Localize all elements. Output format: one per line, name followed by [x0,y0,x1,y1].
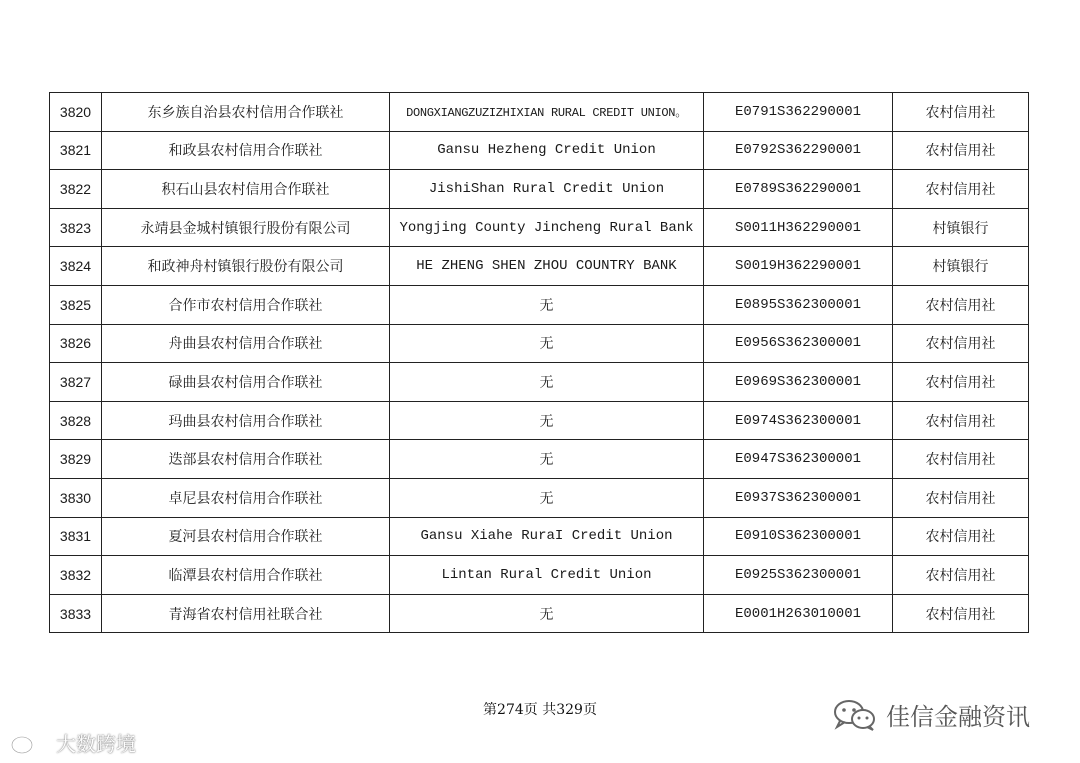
cell-number: 3824 [50,247,102,286]
cell-chinese-name: 卓尼县农村信用合作联社 [102,478,390,517]
watermark-right-text: 佳信金融资讯 [886,703,1030,731]
cell-number: 3826 [50,324,102,363]
cell-number: 3820 [50,93,102,132]
cell-number: 3821 [50,131,102,170]
cell-english-name: 无 [390,285,704,324]
cell-institution-code: E0974S362300001 [704,401,893,440]
table-row [50,247,1029,286]
table-row [50,131,1029,170]
cell-chinese-name: 东乡族自治县农村信用合作联社 [102,93,390,132]
cell-number: 3833 [50,594,102,633]
table-row [50,401,1029,440]
cell-institution-type: 农村信用社 [893,556,1029,595]
cell-institution-code: S0011H362290001 [704,208,893,247]
cell-number: 3827 [50,363,102,402]
page-number: 第274页 共329页 [483,702,597,718]
cell-number: 3822 [50,170,102,209]
cell-institution-code: S0019H362290001 [704,247,893,286]
table-row [50,93,1029,132]
cell-institution-type: 农村信用社 [893,170,1029,209]
cell-chinese-name: 碌曲县农村信用合作联社 [102,363,390,402]
table-row [50,478,1029,517]
cell-institution-type: 农村信用社 [893,363,1029,402]
cell-institution-code: E0910S362300001 [704,517,893,556]
table-row [50,556,1029,595]
cell-number: 3830 [50,478,102,517]
cell-institution-type: 农村信用社 [893,401,1029,440]
cell-institution-type: 农村信用社 [893,131,1029,170]
cell-english-name: Lintan Rural Credit Union [390,556,704,595]
cell-chinese-name: 合作市农村信用合作联社 [102,285,390,324]
institution-table [49,92,1029,633]
cell-institution-code: E0895S362300001 [704,285,893,324]
cell-number: 3828 [50,401,102,440]
cell-english-name: 无 [390,478,704,517]
cell-english-name: HE ZHENG SHEN ZHOU COUNTRY BANK [390,247,704,286]
table-row [50,285,1029,324]
table-row [50,517,1029,556]
cell-chinese-name: 夏河县农村信用合作联社 [102,517,390,556]
cell-english-name: DONGXIANGZUZIZHIXIAN RURAL CREDIT UNION。 [390,93,704,132]
cell-institution-type: 农村信用社 [893,285,1029,324]
cell-chinese-name: 永靖县金城村镇银行股份有限公司 [102,208,390,247]
cell-english-name: 无 [390,363,704,402]
wechat-logo-icon [832,699,878,731]
cell-institution-code: E0947S362300001 [704,440,893,479]
cell-chinese-name: 舟曲县农村信用合作联社 [102,324,390,363]
cell-english-name: 无 [390,401,704,440]
cell-number: 3831 [50,517,102,556]
cell-english-name: Yongjing County Jincheng Rural Bank [390,208,704,247]
cell-number: 3829 [50,440,102,479]
cell-english-name: 无 [390,594,704,633]
table-body [50,93,1029,633]
cell-institution-type: 农村信用社 [893,93,1029,132]
cell-english-name: Gansu Hezheng Credit Union [390,131,704,170]
table-row [50,170,1029,209]
cell-english-name: 无 [390,440,704,479]
cell-institution-type: 农村信用社 [893,478,1029,517]
cell-chinese-name: 和政县农村信用合作联社 [102,131,390,170]
watermark-left-text: 大数跨境 [56,732,136,756]
cell-institution-code: E0969S362300001 [704,363,893,402]
cell-institution-type: 农村信用社 [893,440,1029,479]
table-row [50,324,1029,363]
watermark-right [832,697,1030,732]
cell-institution-type: 村镇银行 [893,247,1029,286]
cell-english-name: 无 [390,324,704,363]
cell-number: 3823 [50,208,102,247]
cell-institution-type: 农村信用社 [893,517,1029,556]
cell-chinese-name: 玛曲县农村信用合作联社 [102,401,390,440]
cell-number: 3825 [50,285,102,324]
cell-chinese-name: 临潭县农村信用合作联社 [102,556,390,595]
cell-institution-type: 农村信用社 [893,594,1029,633]
cell-chinese-name: 和政神舟村镇银行股份有限公司 [102,247,390,286]
cell-institution-code: E0925S362300001 [704,556,893,595]
cell-chinese-name: 青海省农村信用社联合社 [102,594,390,633]
table-row [50,208,1029,247]
cell-institution-type: 农村信用社 [893,324,1029,363]
cell-institution-code: E0791S362290001 [704,93,893,132]
cell-english-name: Gansu Xiahe RuraI Credit Union [390,517,704,556]
cell-english-name: JishiShan Rural Credit Union [390,170,704,209]
cell-chinese-name: 积石山县农村信用合作联社 [102,170,390,209]
cell-institution-code: E0001H263010001 [704,594,893,633]
cell-number: 3832 [50,556,102,595]
cell-institution-code: E0792S362290001 [704,131,893,170]
table-row [50,363,1029,402]
table-row [50,440,1029,479]
cell-institution-code: E0789S362290001 [704,170,893,209]
cell-institution-type: 村镇银行 [893,208,1029,247]
weibo-logo-icon [10,729,50,757]
cell-institution-code: E0956S362300001 [704,324,893,363]
table-row [50,594,1029,633]
cell-chinese-name: 迭部县农村信用合作联社 [102,440,390,479]
cell-institution-code: E0937S362300001 [704,478,893,517]
watermark-left [10,728,136,757]
